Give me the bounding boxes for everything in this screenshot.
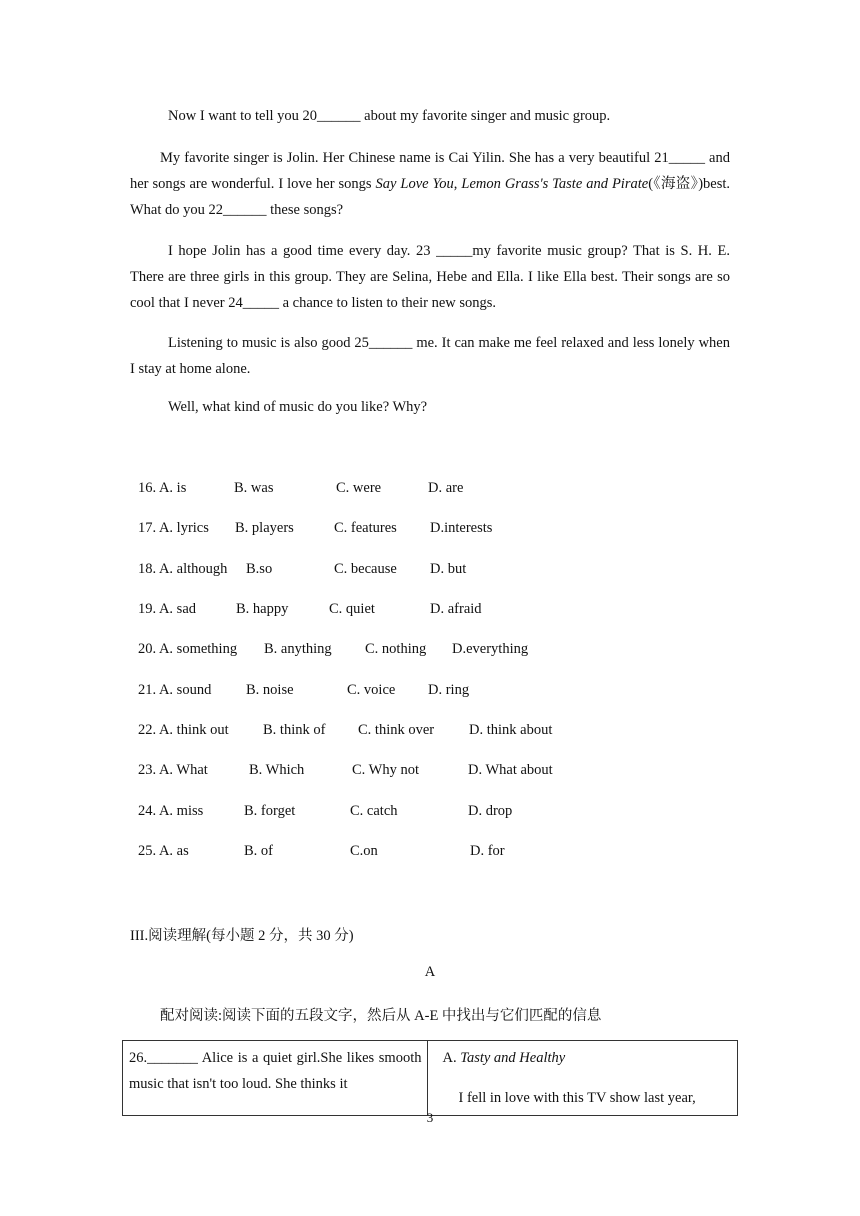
passage-paragraph-5: Well, what kind of music do you like? Why? xyxy=(168,399,428,415)
question-17-option-c: C. features xyxy=(334,520,397,536)
passage-paragraph-3 xyxy=(130,238,730,316)
question-24-option-b: B. forget xyxy=(244,803,296,819)
question-17-option-b: B. players xyxy=(235,520,294,536)
question-16-option-a: 16. A. is xyxy=(138,480,187,496)
option-a-heading xyxy=(434,1045,731,1071)
matching-table xyxy=(122,1040,738,1116)
question-19-option-b: B. happy xyxy=(236,601,289,617)
question-25-option-a: 25. A. as xyxy=(138,843,189,859)
question-25-option-b: B. of xyxy=(244,843,273,859)
question-18-option-a: 18. A. although xyxy=(138,561,228,577)
paragraph-2-text-a: My favorite singer is Jolin. Her Chinese name is Cai Yilin. She has a very beautiful 21_____ and her songs are wonderful. I love her songs xyxy=(130,150,730,192)
question-18-option-b: B.so xyxy=(246,561,273,577)
question-20-option-a: 20. A. something xyxy=(138,641,238,657)
question-17-option-d: D.interests xyxy=(430,520,493,536)
question-24-option-d: D. drop xyxy=(468,803,513,819)
question-22-option-d: D. think about xyxy=(469,722,553,738)
section-instruction: 配对阅读:阅读下面的五段文字，然后从 A-E 中找出与它们匹配的信息 xyxy=(160,1008,602,1024)
question-17-option-a: 17. A. lyrics xyxy=(138,520,209,536)
paragraph-3-text: I hope Jolin has a good time every day. 23 _____my favorite music group? That is S. H. E. There are three girls in this group. They are Selina, Hebe and Ella. I like Ella best. Their songs are so cool that I never 24_____ a chance to listen to their new songs. xyxy=(130,243,730,311)
question-19-option-a: 19. A. sad xyxy=(138,601,196,617)
question-25-option-d: D. for xyxy=(470,843,505,859)
table-cell-question xyxy=(123,1041,428,1116)
song-separator: , xyxy=(453,176,462,192)
paragraph-2-text-b: (《海盗》)best. What do you 22______ these songs? xyxy=(130,176,731,218)
question-20-option-d: D.everything xyxy=(452,641,529,657)
question-16-option-b: B. was xyxy=(234,480,274,496)
passage-paragraph-1: Now I want to tell you 20______ about my favorite singer and music group. xyxy=(168,108,611,124)
question-24-option-a: 24. A. miss xyxy=(138,803,204,819)
song-title-1: Say Love You xyxy=(375,176,454,192)
question-21-option-a: 21. A. sound xyxy=(138,682,212,698)
question-20-option-c: C. nothing xyxy=(365,641,427,657)
question-16-option-c: C. were xyxy=(336,480,382,496)
question-21-option-d: D. ring xyxy=(428,682,470,698)
question-25-option-c: C.on xyxy=(350,843,378,859)
question-19-option-c: C. quiet xyxy=(329,601,375,617)
question-18-option-c: C. because xyxy=(334,561,397,577)
question-23-option-b: B. Which xyxy=(249,762,305,778)
question-22-option-c: C. think over xyxy=(358,722,435,738)
part-label: A xyxy=(424,964,436,980)
passage-paragraph-4 xyxy=(130,330,730,382)
page-number: 3 xyxy=(426,1110,434,1125)
question-22-option-a: 22. A. think out xyxy=(138,722,229,738)
question-23-option-d: D. What about xyxy=(468,762,553,778)
option-a-text: I fell in love with this TV show last year, xyxy=(458,1090,696,1106)
option-a-label: A. xyxy=(442,1050,461,1066)
question-21-option-b: B. noise xyxy=(246,682,294,698)
question-19-option-d: D. afraid xyxy=(430,601,482,617)
question-16-option-d: D. are xyxy=(428,480,464,496)
question-22-option-b: B. think of xyxy=(263,722,326,738)
paragraph-4-text: Listening to music is also good 25______ me. It can make me feel relaxed and less lonely when I stay at home alone. xyxy=(130,335,730,377)
question-24-option-c: C. catch xyxy=(350,803,398,819)
option-a-title: Tasty and Healthy xyxy=(460,1050,566,1066)
song-title-2: Lemon Grass's Taste and Pirate xyxy=(461,176,649,192)
section-heading: III.阅读理解(每小题 2 分，共 30 分) xyxy=(130,928,354,944)
question-23-option-c: C. Why not xyxy=(352,762,419,778)
question-18-option-d: D. but xyxy=(430,561,467,577)
table-row xyxy=(123,1041,738,1116)
question-26-text: 26._______ Alice is a quiet girl.She likes smooth music that isn't too loud. She thinks it xyxy=(129,1050,422,1092)
question-23-option-a: 23. A. What xyxy=(138,762,208,778)
table-cell-option xyxy=(428,1041,738,1116)
passage-paragraph-2 xyxy=(130,145,730,223)
question-20-option-b: B. anything xyxy=(264,641,332,657)
question-21-option-c: C. voice xyxy=(347,682,396,698)
